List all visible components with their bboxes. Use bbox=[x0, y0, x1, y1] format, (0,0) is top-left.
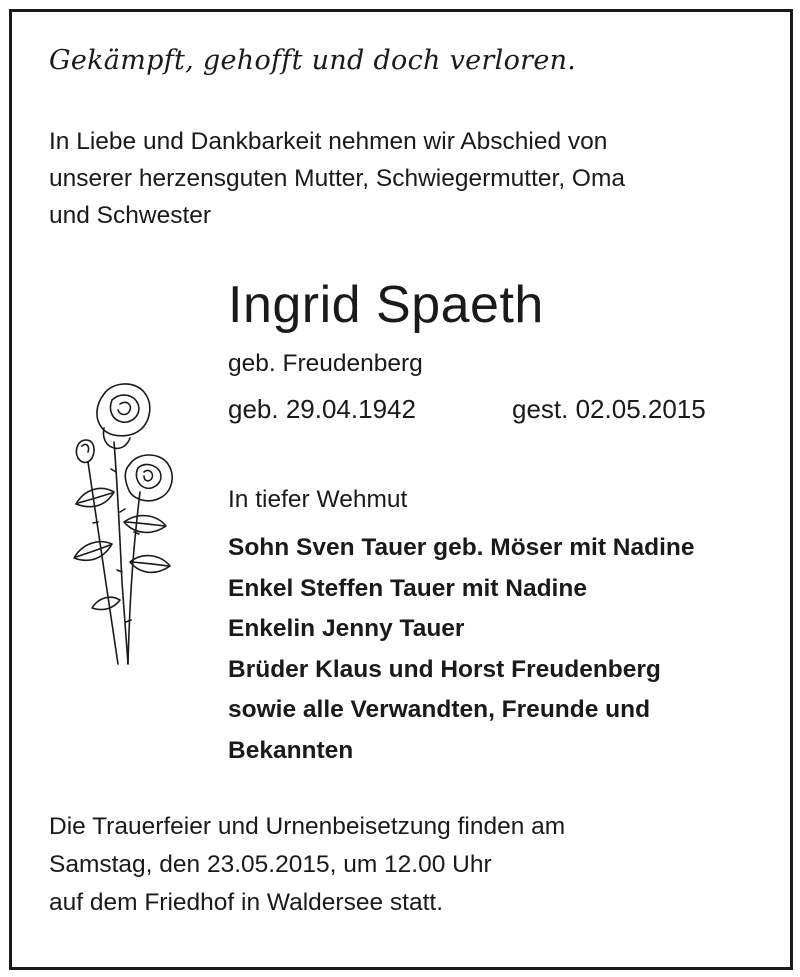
service-line: Samstag, den 23.05.2015, um 12.00 Uhr bbox=[49, 851, 492, 878]
mourner-entry: Enkelin Jenny Tauer bbox=[228, 615, 465, 642]
intro-paragraph bbox=[49, 123, 769, 234]
intro-line: In Liebe und Dankbarkeit nehmen wir Abschied von bbox=[49, 128, 608, 155]
maiden-name: geb. Freudenberg bbox=[228, 350, 423, 377]
mourners-list bbox=[228, 528, 695, 771]
service-details bbox=[49, 808, 769, 922]
intro-line: und Schwester bbox=[49, 202, 212, 229]
mourner-entry: Enkel Steffen Tauer mit Nadine bbox=[228, 574, 587, 602]
mourner-entry: sowie alle Verwandten, Freunde und bbox=[228, 696, 651, 723]
mourner-entry: Brüder Klaus und Horst Freudenberg bbox=[228, 655, 661, 683]
mourning-line: In tiefer Wehmut bbox=[228, 486, 408, 513]
rose-icon bbox=[48, 372, 190, 672]
motto-heading: Gekämpft, gehofft und doch verloren. bbox=[49, 45, 577, 76]
death-date: gest. 02.05.2015 bbox=[512, 394, 706, 424]
intro-line: unserer herzensguten Mutter, Schwiegermutter, Oma bbox=[49, 165, 626, 192]
mourner-entry: Sohn Sven Tauer geb. Möser mit Nadine bbox=[228, 534, 695, 561]
deceased-name: Ingrid Spaeth bbox=[228, 276, 544, 334]
service-line: auf dem Friedhof in Waldersee statt. bbox=[49, 889, 443, 916]
birth-date: geb. 29.04.1942 bbox=[228, 394, 416, 424]
service-line: Die Trauerfeier und Urnenbeisetzung finden am bbox=[49, 813, 566, 840]
mourner-entry: Bekannten bbox=[228, 736, 354, 764]
